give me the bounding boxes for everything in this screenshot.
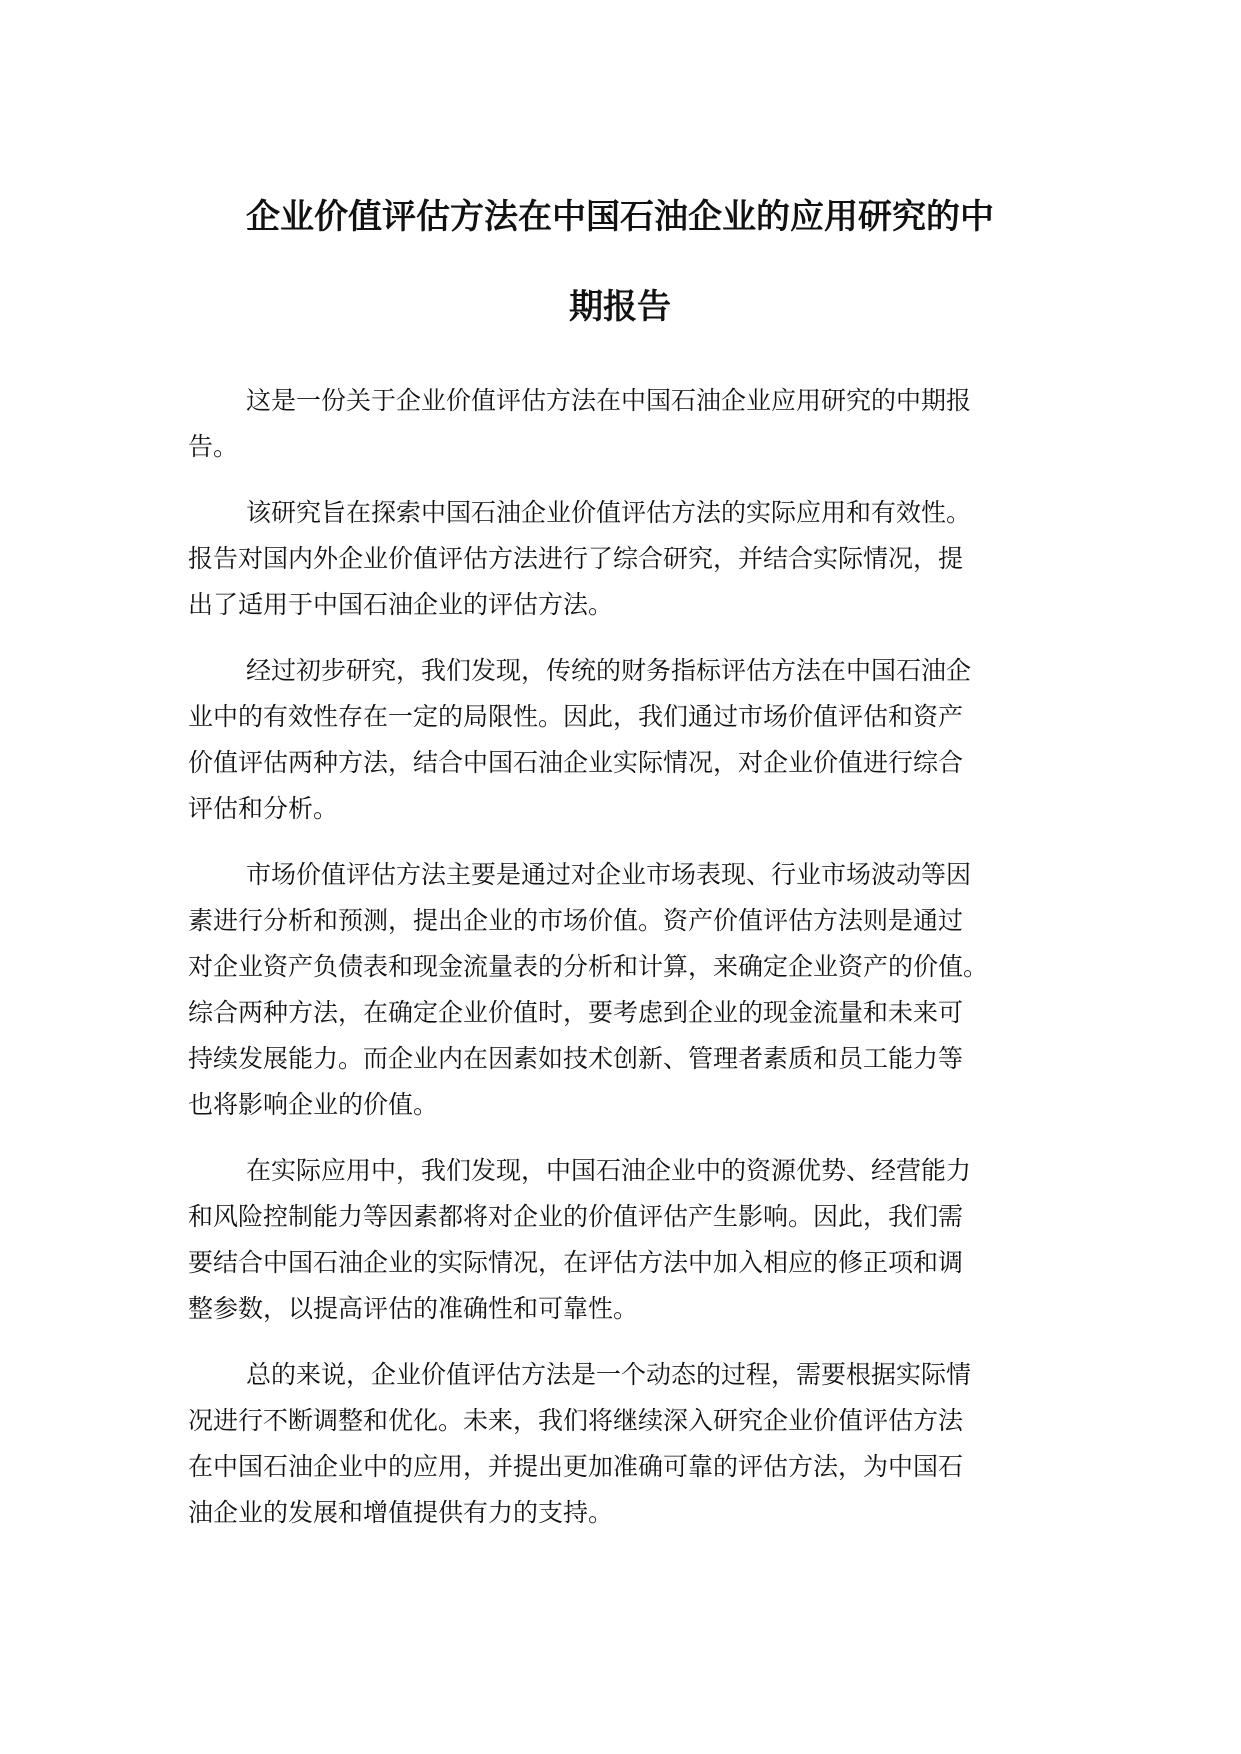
paragraph-line: 经过初步研究，我们发现，传统的财务指标评估方法在中国石油企 [246,656,972,685]
paragraph-line: 告。 [188,432,239,461]
paragraph-line: 市场价值评估方法主要是通过对企业市场表现、行业市场波动等因 [246,860,972,889]
paragraph-conclusion [188,1352,1073,1536]
paragraph-line: 综合两种方法，在确定企业价值时，要考虑到企业的现金流量和未来可 [188,998,964,1027]
paragraph-line: 对企业资产负债表和现金流量表的分析和计算，来确定企业资产的价值。 [188,952,989,981]
document-title [190,172,1050,352]
document-body [188,378,1073,1556]
paragraph-line: 总的来说，企业价值评估方法是一个动态的过程，需要根据实际情 [246,1360,972,1389]
paragraph-line: 和风险控制能力等因素都将对企业的价值评估产生影响。因此，我们需 [188,1202,964,1231]
paragraph-findings [188,648,1073,832]
paragraph-line: 该研究旨在探索中国石油企业价值评估方法的实际应用和有效性。 [246,498,972,527]
paragraph-line: 况进行不断调整和优化。未来，我们将继续深入研究企业价值评估方法 [188,1406,964,1435]
paragraph-line: 评估和分析。 [188,794,339,823]
paragraph-line: 业中的有效性存在一定的局限性。因此，我们通过市场价值评估和资产 [188,702,964,731]
paragraph-line: 在中国石油企业中的应用，并提出更加准确可靠的评估方法，为中国石 [188,1452,964,1481]
paragraph-purpose [188,490,1073,628]
paragraph-line: 持续发展能力。而企业内在因素如技术创新、管理者素质和员工能力等 [188,1044,964,1073]
paragraph-line: 整参数，以提高评估的准确性和可靠性。 [188,1294,639,1323]
title-line: 企业价值评估方法在中国石油企业的应用研究的中 [246,197,994,237]
paragraph-line: 报告对国内外企业价值评估方法进行了综合研究，并结合实际情况，提 [188,544,964,573]
paragraph-methods [188,852,1073,1128]
paragraph-intro [188,378,1073,470]
paragraph-line: 出了适用于中国石油企业的评估方法。 [188,590,614,619]
paragraph-line: 也将影响企业的价值。 [188,1090,439,1119]
paragraph-line: 这是一份关于企业价值评估方法在中国石油企业应用研究的中期报 [246,386,972,415]
paragraph-line: 要结合中国石油企业的实际情况，在评估方法中加入相应的修正项和调 [188,1248,964,1277]
paragraph-line: 在实际应用中，我们发现，中国石油企业中的资源优势、经营能力 [246,1156,972,1185]
paragraph-line: 油企业的发展和增值提供有力的支持。 [188,1498,614,1527]
title-line: 期报告 [569,287,671,327]
paragraph-line: 素进行分析和预测，提出企业的市场价值。资产价值评估方法则是通过 [188,906,964,935]
paragraph-application [188,1148,1073,1332]
paragraph-line: 价值评估两种方法，结合中国石油企业实际情况，对企业价值进行综合 [188,748,964,777]
